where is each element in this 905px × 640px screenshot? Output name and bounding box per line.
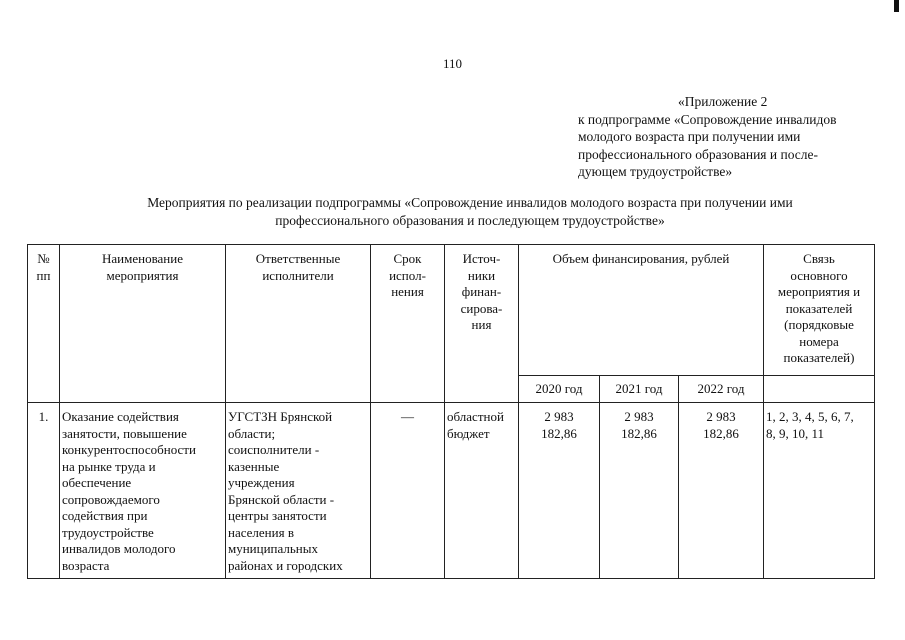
row-num: 1. (28, 403, 60, 579)
header-text: показателей (785, 300, 853, 316)
header-text: испол- (389, 267, 426, 283)
header-term (371, 245, 445, 403)
table-header-row (28, 245, 875, 376)
title-line: Мероприятия по реализации подпрограммы «Сопровождение инвалидов молодого возраста при получении ими (147, 195, 793, 210)
year-link-empty (764, 376, 875, 403)
row-executors (226, 403, 371, 579)
row-amount-2022 (679, 403, 764, 579)
cell-line: соисполнители - (228, 442, 320, 457)
row-source (445, 403, 519, 579)
header-num (28, 245, 60, 403)
cell-line: 2 983 (544, 409, 574, 424)
cell-line: населения в (228, 524, 294, 540)
header-text: пп (36, 267, 51, 283)
cell-line: 2 983 (706, 409, 736, 424)
row-link (764, 403, 875, 579)
cell-line: обеспечение (62, 475, 132, 490)
measures-table (27, 244, 875, 579)
cell-line: возраста (62, 557, 110, 573)
header-text: ники (467, 267, 496, 283)
header-executors (226, 245, 371, 403)
header-text: финан- (461, 284, 502, 299)
cell-line: 182,86 (703, 425, 739, 441)
header-text: Ответственные (255, 251, 341, 266)
cell-line: УГСТЗН Брянской (228, 409, 333, 424)
header-name (60, 245, 226, 403)
page-number: 110 (442, 56, 463, 71)
cell-line: на рынке труда и (62, 458, 156, 474)
row-amount-2021 (600, 403, 679, 579)
header-text: сирова- (460, 300, 503, 316)
header-text: № (37, 251, 50, 266)
year-2020: 2020 год (519, 376, 600, 403)
cell-line: 2 983 (624, 409, 654, 424)
cell-line: муниципальных (228, 541, 319, 556)
cell-line: казенные (228, 458, 280, 474)
header-text: Источ- (462, 251, 501, 266)
header-text: Связь (803, 251, 835, 266)
appendix-line: «Приложение 2 (678, 94, 768, 109)
header-text: (порядковые (784, 317, 854, 332)
cell-line: конкурентоспособности (62, 442, 196, 457)
title-line: профессионального образования и последующем трудоустройстве» (275, 213, 665, 228)
header-link (764, 245, 875, 376)
header-text: исполнители (262, 267, 334, 283)
cell-line: областной (447, 409, 504, 424)
row-amount-2020 (519, 403, 600, 579)
header-text: нения (391, 284, 424, 299)
cell-line: трудоустройстве (62, 524, 154, 540)
year-2022: 2022 год (679, 376, 764, 403)
cell-line: Брянской области - (228, 491, 335, 507)
cell-line: 8, 9, 10, 11 (766, 425, 825, 441)
cell-line: 1, 2, 3, 4, 5, 6, 7, (766, 409, 854, 424)
row-name (60, 403, 226, 579)
cell-line: учреждения (228, 475, 295, 490)
cell-line: 182,86 (541, 425, 577, 441)
cell-line: инвалидов молодого (62, 541, 176, 556)
table-row (28, 403, 875, 579)
header-text: мероприятия (106, 267, 179, 283)
header-text: Наименование (102, 251, 183, 266)
cell-line: районах и городских (228, 557, 343, 573)
appendix-line: к подпрограмме «Сопровождение инвалидов (578, 111, 837, 127)
year-2021: 2021 год (600, 376, 679, 403)
header-text: показателей) (783, 350, 855, 365)
cell-line: занятости, повышение (62, 425, 187, 441)
cell-line: бюджет (447, 425, 490, 441)
header-text: Срок (393, 251, 422, 266)
header-text: номера (799, 333, 839, 349)
header-source (445, 245, 519, 403)
cell-line: Оказание содействия (62, 409, 179, 424)
document-title (60, 194, 880, 230)
appendix-line: профессионального образования и после- (578, 146, 819, 162)
cell-line: области; (228, 425, 276, 441)
appendix-line: молодого возраста при получении ими (578, 129, 801, 144)
cell-line: 182,86 (621, 425, 657, 441)
header-text: ния (471, 317, 492, 332)
appendix-caption (578, 93, 878, 181)
cell-line: центры занятости (228, 508, 327, 523)
row-term: — (371, 403, 445, 579)
scan-edge-mark (894, 0, 899, 12)
header-funding: Объем финансирования, рублей (519, 245, 764, 376)
header-text: основного (790, 267, 848, 283)
header-text: мероприятия и (777, 284, 861, 299)
appendix-line: дующем трудоустройстве» (578, 164, 733, 179)
cell-line: сопровождаемого (62, 491, 160, 507)
cell-line: содействия при (62, 508, 148, 523)
